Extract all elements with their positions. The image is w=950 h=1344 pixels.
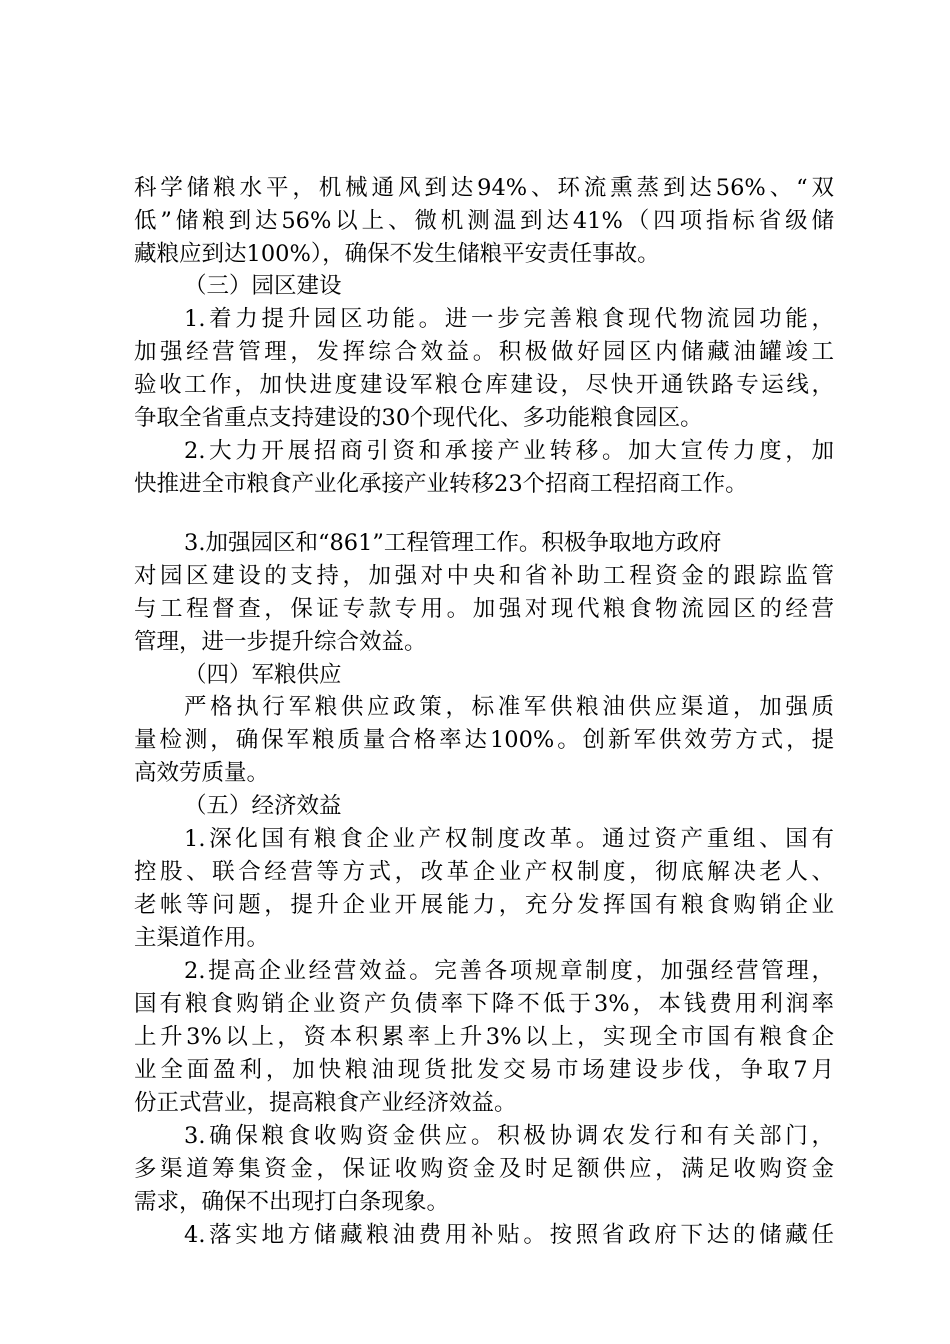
- paragraph-line: 业全面盈利，加快粮油现货批发交易市场建设步伐，争取7月: [134, 1057, 834, 1083]
- paragraph-line: 1.深化国有粮食企业产权制度改革。通过资产重组、国有: [184, 826, 834, 852]
- paragraph-line: 4.落实地方储藏粮油费用补贴。按照省政府下达的储藏任: [184, 1222, 834, 1248]
- section-heading: （三）园区建设: [184, 273, 342, 299]
- paragraph-line: 低”储粮到达56%以上、微机测温到达41%（四项指标省级储: [134, 208, 834, 234]
- paragraph-line: 量检测，确保军粮质量合格率达100%。创新军供效劳方式，提: [134, 727, 834, 753]
- paragraph-line: 国有粮食购销企业资产负债率下降不低于3%，本钱费用利润率: [134, 991, 834, 1017]
- paragraph-line: 份正式营业，提高粮食产业经济效益。: [134, 1090, 517, 1116]
- paragraph-line: 1.着力提升园区功能。进一步完善粮食现代物流园功能，: [184, 306, 834, 332]
- paragraph-line: 上升3%以上，资本积累率上升3%以上，实现全市国有粮食企: [134, 1024, 834, 1050]
- paragraph-line: 严格执行军粮供应政策，标准军供粮油供应渠道，加强质: [184, 694, 834, 720]
- paragraph-line: 与工程督查，保证专款专用。加强对现代粮食物流园区的经营: [134, 596, 834, 622]
- paragraph-line: 快推进全市粮食产业化承接产业转移23个招商工程招商工作。: [134, 471, 748, 497]
- paragraph-line: 藏粮应到达100%），确保不发生储粮平安责任事故。: [134, 241, 660, 267]
- document-page: [134, 0, 834, 1344]
- paragraph-line: 加强经营管理，发挥综合效益。积极做好园区内储藏油罐竣工: [134, 339, 834, 365]
- paragraph-line: 2.大力开展招商引资和承接产业转移。加大宣传力度，加: [184, 438, 834, 464]
- paragraph-line: 高效劳质量。: [134, 760, 270, 786]
- paragraph-line: 管理，进一步提升综合效益。: [134, 629, 427, 655]
- section-heading: （五）经济效益: [184, 793, 342, 819]
- paragraph-line: 多渠道筹集资金，保证收购资金及时足额供应，满足收购资金: [134, 1156, 834, 1182]
- section-heading: （四）军粮供应: [184, 662, 342, 688]
- paragraph-line: 验收工作，加快进度建设军粮仓库建设，尽快开通铁路专运线，: [134, 372, 834, 398]
- paragraph-line: 控股、联合经营等方式，改革企业产权制度，彻底解决老人、: [134, 859, 834, 885]
- paragraph-line: 2.提高企业经营效益。完善各项规章制度，加强经营管理，: [184, 958, 834, 984]
- paragraph-line: 对园区建设的支持，加强对中央和省补助工程资金的跟踪监管: [134, 563, 834, 589]
- paragraph-line: 3.确保粮食收购资金供应。积极协调农发行和有关部门，: [184, 1123, 834, 1149]
- paragraph-line: 需求，确保不出现打白条现象。: [134, 1189, 450, 1215]
- paragraph-line: 老帐等问题，提升企业开展能力，充分发挥国有粮食购销企业: [134, 892, 834, 918]
- paragraph-line: 争取全省重点支持建设的30个现代化、多功能粮食园区。: [134, 405, 703, 431]
- paragraph-line: 3.加强园区和“861”工程管理工作。积极争取地方政府: [184, 530, 722, 556]
- paragraph-line: 主渠道作用。: [134, 925, 270, 951]
- paragraph-line: 科学储粮水平，机械通风到达94%、环流熏蒸到达56%、“双: [134, 175, 834, 201]
